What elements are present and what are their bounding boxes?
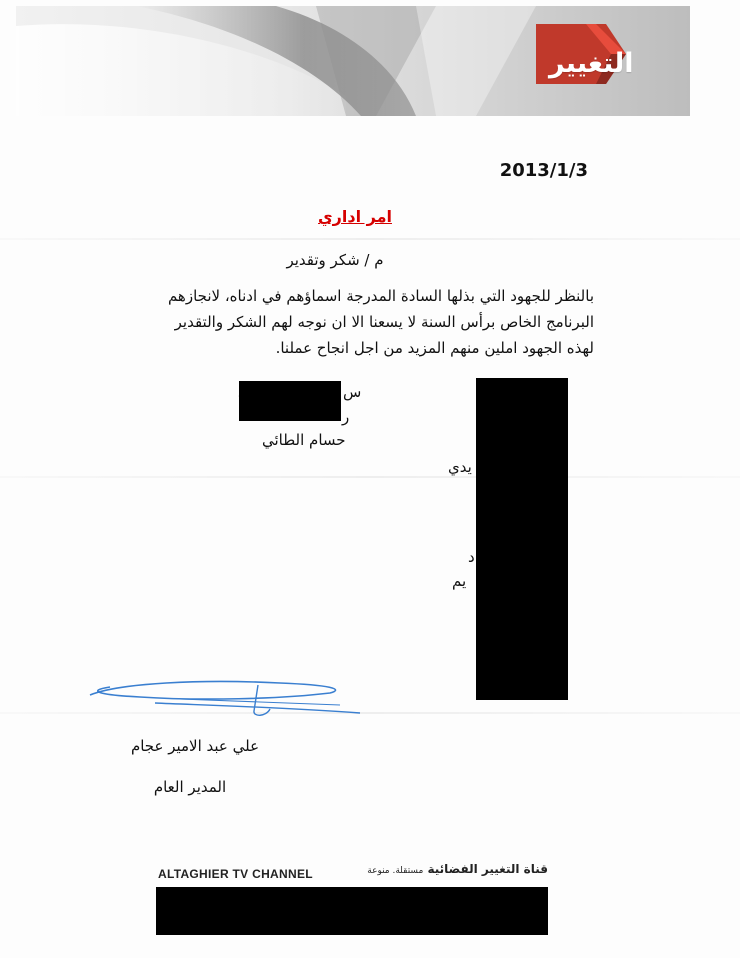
body-line: بالنظر للجهود التي بذلها السادة المدرجة اسماؤهم في ادناه، لانجازهم (167, 287, 594, 305)
body-line: لهذه الجهود املين منهم المزيد من اجل انجاح عملنا. (275, 339, 594, 357)
letter-date: 2013/1/3 (499, 160, 588, 181)
signer-name: علي عبد الامير عجام (130, 737, 260, 755)
name-visible: حسام الطائي (262, 431, 346, 449)
name-fragment: يم (452, 572, 467, 590)
signer-title: المدير العام (153, 778, 227, 796)
redaction-bar (239, 381, 341, 421)
footer-channel-ar (367, 862, 548, 876)
letter-subject: م / شكر وتقدير (286, 251, 384, 269)
name-fragment: ر (342, 408, 350, 426)
name-fragment: س (343, 383, 362, 401)
channel-logo-text: التغيير (549, 48, 634, 79)
body-line: البرنامج الخاص برأس السنة لا يسعنا الا ان نوجه لهم الشكر والتقدير (174, 313, 594, 331)
paper-fold (0, 238, 740, 240)
name-fragment: د (468, 548, 475, 566)
letter-title: امر اداري (318, 207, 392, 226)
redaction-bar (476, 378, 568, 700)
name-fragment: يدي (448, 458, 472, 476)
signature-scribble (80, 675, 370, 725)
letterhead-banner (16, 6, 690, 116)
footer-channel-en: ALTAGHIER TV CHANNEL (158, 867, 313, 881)
letter-body (167, 283, 594, 361)
redaction-bar (156, 887, 548, 935)
footer-channel-ar-tagline: مستقلة. منوعة (367, 866, 424, 876)
footer-channel-ar-name: قناة التغيير الفضائية (427, 862, 548, 876)
paper-fold (0, 476, 740, 478)
